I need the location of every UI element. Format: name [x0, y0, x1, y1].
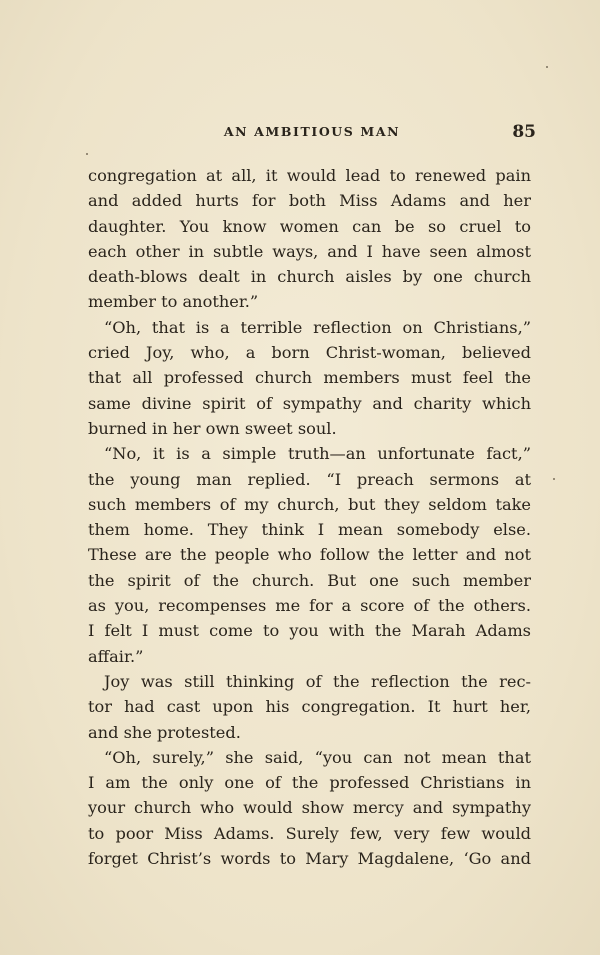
text-line: and added hurts for both Miss Adams and her [88, 191, 531, 211]
text-line: “No, it is a simple truth—an unfortunate fact,” [104, 444, 531, 464]
text-line: I am the only one of the professed Christians in [88, 773, 531, 793]
text-line: I felt I must come to you with the Marah Adams [88, 621, 531, 641]
paper-speck [86, 153, 88, 155]
text-line: that all professed church members must feel the [88, 368, 531, 388]
text-line: member to another.” [88, 292, 259, 312]
text-line: as you, recompenses me for a score of the others. [88, 596, 531, 616]
text-line: to poor Miss Adams. Surely few, very few would [88, 823, 531, 843]
text-line: tor had cast upon his congregation. It hurt her, [88, 697, 531, 717]
text-line: the young man replied. “I preach sermons at [88, 469, 531, 489]
page-number: 85 [512, 122, 536, 142]
text-line: your church who would show mercy and sympathy [88, 798, 531, 818]
text-line: daughter. You know women can be so cruel to [88, 216, 531, 236]
text-line: “Oh, that is a terrible reflection on Christians,” [104, 317, 531, 337]
running-header [88, 122, 536, 142]
running-title: AN AMBITIOUS MAN [223, 124, 401, 139]
text-line: and she protested. [88, 722, 241, 742]
text-line: the spirit of the church. But one such member [88, 570, 531, 590]
text-line: them home. They think I mean somebody else. [88, 520, 531, 540]
paper-speck [553, 478, 555, 480]
body-text [88, 163, 531, 871]
text-line: each other in subtle ways, and I have seen almost [88, 241, 531, 261]
text-line: forget Christ’s words to Mary Magdalene, ‘Go and [88, 849, 531, 869]
text-line: These are the people who follow the letter and not [88, 545, 531, 565]
text-line: affair.” [88, 646, 144, 666]
text-line: such members of my church, but they seldom take [88, 494, 531, 514]
text-line: burned in her own sweet soul. [88, 418, 337, 438]
text-line: cried Joy, who, a born Christ-woman, believed [88, 343, 531, 363]
text-line: congregation at all, it would lead to renewed pain [88, 166, 531, 185]
text-line: Joy was still thinking of the reflection the rec- [104, 671, 531, 691]
paper-speck [546, 66, 548, 68]
text-line: death-blows dealt in church aisles by one church [88, 267, 531, 287]
text-line: “Oh, surely,” she said, “you can not mean that [104, 747, 531, 767]
text-line: same divine spirit of sympathy and charity which [88, 393, 531, 413]
